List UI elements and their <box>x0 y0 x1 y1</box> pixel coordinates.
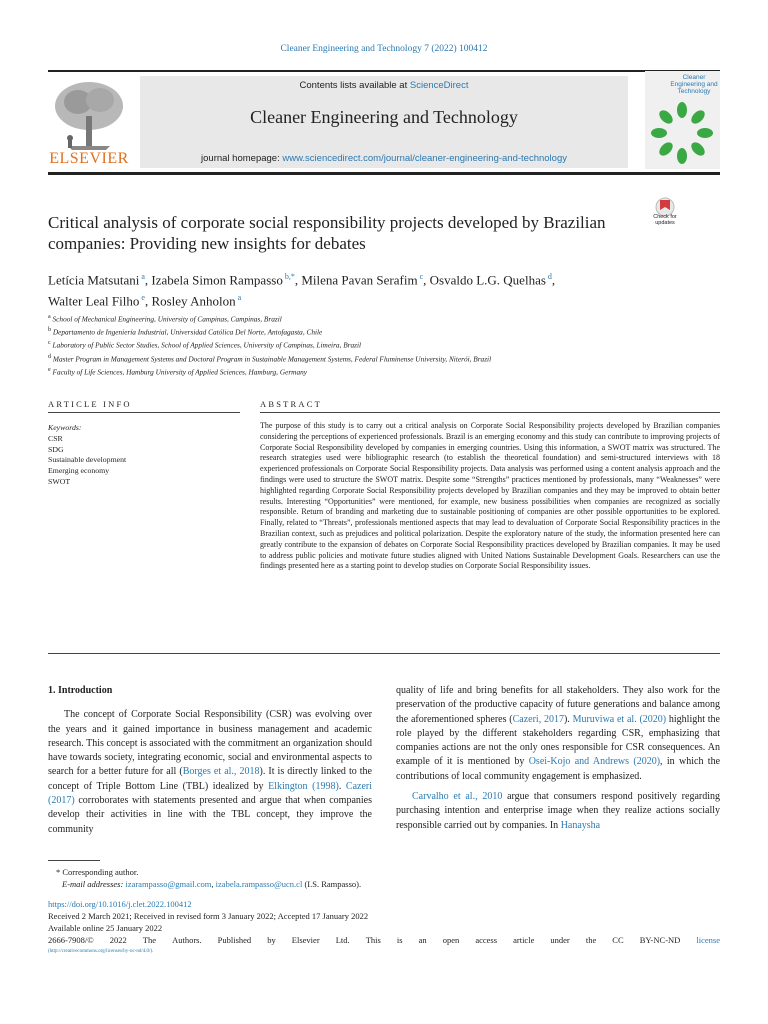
license-word: access <box>475 935 498 945</box>
text-run: highlight the role played by the different stakeholders regarding CSR, emphasizing that companies actions are not the only ones responsible for CSR consequences. An example of it is mentioned by <box>396 713 720 768</box>
license-word: Authors. <box>172 935 202 945</box>
body-column-right <box>396 684 720 833</box>
elsevier-wordmark: ELSEVIER <box>49 150 129 167</box>
text-run: The concept of Corporate Social Responsibility (CSR) was evolving over the years and it gained importance in business management and academic research. This concept is associated with the commitment an organization should have towards society, integrating economic, social and environmental aspects to search for a better future for all ( <box>48 709 372 778</box>
journal-reference[interactable]: Cleaner Engineering and Technology 7 (2022) 100412 <box>280 44 488 54</box>
license-word: article <box>513 935 535 945</box>
doi-link[interactable]: https://doi.org/10.1016/j.clet.2022.100412 <box>48 899 192 909</box>
affiliation-mark: b <box>48 327 52 334</box>
citation-link[interactable]: Muruviwa et al. (2020) <box>572 713 667 725</box>
homepage-prefix: journal homepage: <box>201 153 283 164</box>
license-word: open <box>442 935 460 945</box>
citation-link[interactable]: Cazeri (2017) <box>48 780 373 807</box>
author-name[interactable]: Letícia Matsutani <box>48 272 140 288</box>
license-word: The <box>142 935 156 945</box>
publication-info <box>48 898 720 958</box>
license-url-link[interactable]: (http://creativecommons.org/licenses/by-nc-nd/4.0/). <box>48 949 154 954</box>
text-run: . <box>338 780 346 792</box>
author-affiliation-mark[interactable]: a <box>235 293 242 303</box>
author-affiliation-mark[interactable]: c <box>417 272 424 281</box>
license-word: 2022 <box>109 935 127 945</box>
corresponding-author-note: * Corresponding author. <box>56 867 139 877</box>
license-word: CC <box>612 935 624 945</box>
body-column-left <box>48 684 372 837</box>
contents-line <box>140 80 628 91</box>
citation-link[interactable]: Carvalho et al., 2010 <box>412 791 503 803</box>
sciencedirect-link[interactable]: ScienceDirect <box>409 80 469 91</box>
keywords-list <box>48 434 238 488</box>
license-word: under <box>550 935 570 945</box>
footnote-rule <box>48 860 100 861</box>
affiliation-mark: e <box>48 366 51 373</box>
license-word: is <box>396 935 403 945</box>
footnotes <box>48 866 720 890</box>
article-info-rule <box>48 412 240 413</box>
license-word: 2666-7908/© <box>48 935 94 945</box>
paragraph <box>396 684 720 784</box>
affiliation-item <box>48 312 688 325</box>
license-word: by <box>267 935 276 945</box>
citation-link[interactable]: Cazeri, 2017 <box>512 713 564 725</box>
keywords-block <box>48 423 238 488</box>
received-dates: Received 2 March 2021; Received in revised form 3 January 2022; Accepted 17 January 2022 <box>48 911 369 921</box>
abstract-text: The purpose of this study is to carry out a critical analysis on Corporate Social Responsibility projects developed by Brazilian companies considering the perceptions of experienced professionals. Brazil is an emerging economy and this study can contribute to improving projects of Corporate Social Responsibility developed by companies in emerging countries. Using this information, a SWOT matrix was structured. The research strategies used were bibliographic research (to establish the theoretical foundation) and semi-structured interviews with 18 experienced professionals on Corporate Social Responsibility projects. Data analysis was performed using a content analysis approach and the findings were used to structure the SWOT matrix. Despite some “Strengths” practices mentioned by professionals, many “Weaknesses” were highlighted regarding Corporate Social Responsibility projects developed by Brazilian companies and they may be improved to obtain better results. Interesting “Opportunities” were mentioned, for example, new business possibilities when companies are recognized as socially responsible. Return of branding and marketing due to sustainable positioning of companies are other possible opportunities to be explored. Finally, related to “Threats”, professionals mentioned aspects that may lead to devaluation of Corporate Social Responsibility practices in the Brazilian context, such as prejudices and political polarization. Despite the exploratory nature of the study, the information presented here can greatly contribute to the expansion of debates on Corporate Social Responsibility practices developed by Brazilian companies. It may be used to address public policies and motivate future studies aligned with United Nations Sustainable Development Goals. Researchers can use the findings presented here as a starting point to develop studies on Corporate Social Responsibility issues. <box>260 421 720 571</box>
text-run: ). <box>563 713 573 725</box>
citation-link[interactable]: Hanaysha <box>560 819 601 831</box>
affiliation-mark: a <box>48 314 51 320</box>
section-heading-introduction: 1. Introduction <box>48 685 113 696</box>
email-label: E-mail addresses: <box>62 879 126 889</box>
affiliation-text: Master Program in Management Systems and Doctoral Program in Sustainable Management Systems, Federal Fluminense University, Niterói, Brazil <box>51 354 492 364</box>
homepage-line <box>140 153 628 164</box>
author-name[interactable]: Izabela Simon Rampasso <box>151 272 283 288</box>
affiliation-text: Departamento de Ingeniería Industrial, Universidad Católica Del Norte, Antofagasta, Chile <box>51 327 323 337</box>
citation-link[interactable]: Elkington (1998) <box>268 780 339 792</box>
journal-title: Cleaner Engineering and Technology <box>250 107 518 127</box>
header-thick-rule <box>48 172 720 175</box>
check-for-updates-label: Check for updates <box>653 214 677 226</box>
affiliation-mark: d <box>48 353 52 360</box>
citation-link[interactable]: Osei-Kojo and Andrews (2020) <box>528 756 661 768</box>
text-run: ). It is directly linked to the concept of Triple Bottom Line (TBL) idealized by <box>48 766 372 792</box>
affiliation-item <box>48 365 688 378</box>
email-link[interactable]: izarampasso@gmail.com <box>125 879 212 889</box>
keyword-item: SDG <box>48 444 64 454</box>
author-affiliation-mark[interactable]: e <box>139 293 145 303</box>
email-link[interactable]: izabela.rampasso@ucn.cl <box>215 879 303 889</box>
license-word: This <box>365 935 381 945</box>
license-word: an <box>418 935 427 945</box>
author-name[interactable]: Rosley Anholon <box>151 293 236 309</box>
license-word: Published <box>217 935 252 945</box>
text-run: quality of life and bring benefits for all stakeholders. They also work for the preservation of the productive capacity of future generations and balance among the aforementioned spheres ( <box>396 685 720 725</box>
text-run: (I.S. Rampasso). <box>302 879 362 889</box>
keyword-item: Emerging economy <box>48 466 110 476</box>
affiliation-item <box>48 352 688 365</box>
article-info-heading: ARTICLE INFO <box>48 399 132 409</box>
keywords-label: Keywords: <box>48 423 82 432</box>
abstract-heading: ABSTRACT <box>260 399 322 409</box>
license-word[interactable]: license <box>696 935 720 945</box>
author-affiliation-mark[interactable]: d <box>545 272 552 281</box>
cover-pinwheel-icon <box>649 100 715 166</box>
affiliations <box>48 312 688 378</box>
text-run: corroborates with statements presented and argue that when companies develop their activities in line with the TBL concept, they improve the community <box>48 795 372 835</box>
affiliation-text: School of Mechanical Engineering, University of Campinas, Campinas, Brazil <box>50 314 282 324</box>
author-name[interactable]: Osvaldo L.G. Quelhas <box>429 272 546 288</box>
body-rule <box>48 653 720 654</box>
article-title: Critical analysis of corporate social responsibility projects developed by Brazilian companies: Providing new insights for debates <box>48 213 606 253</box>
keyword-item: SWOT <box>48 476 71 486</box>
contents-prefix: Contents lists available at <box>299 80 410 91</box>
header-rule <box>48 70 720 72</box>
author-list: Letícia Matsutani $^a$, Izabela Simon Rampasso $^{b,*}$, Milena Pavan Serafim $^c$, Osvaldo L.G. Quelhas $^d$, Walter Leal Filho $^e$, Rosley Anholon $^a$ <box>48 272 556 309</box>
citation-link[interactable]: Borges et al., 2018 <box>182 766 260 778</box>
license-word: the <box>585 935 597 945</box>
keyword-item: Sustainable development <box>48 455 127 465</box>
homepage-link[interactable]: www.sciencedirect.com/journal/cleaner-engineering-and-technology <box>282 153 567 164</box>
email-line <box>48 878 720 890</box>
author-name[interactable]: Milena Pavan Serafim <box>301 272 418 288</box>
text-run: argue that consumers respond positively regarding purchasing intention and enterprise image when they realize actions socially responsible carried out by companies. In <box>396 791 720 831</box>
author-affiliation-mark[interactable]: b,* <box>282 272 295 281</box>
license-line <box>48 934 720 946</box>
affiliation-item <box>48 325 688 338</box>
paragraph <box>48 708 372 837</box>
text-run: , <box>211 879 216 889</box>
affiliation-mark: c <box>48 340 51 347</box>
text-run: , in which the contributions of local community engagement is emphasized. <box>396 756 721 782</box>
keyword-item: CSR <box>48 433 63 443</box>
paragraph <box>396 790 720 833</box>
affiliation-item <box>48 338 688 351</box>
author-name[interactable]: Walter Leal Filho <box>48 293 140 309</box>
cover-title: Cleaner Engineering and Technology <box>670 74 718 95</box>
license-word: BY-NC-ND <box>639 935 681 945</box>
affiliation-text: Faculty of Life Sciences, Hamburg University of Applied Sciences, Hamburg, Germany <box>50 367 307 377</box>
author-affiliation-mark[interactable]: a <box>139 272 145 281</box>
affiliation-text: Laboratory of Public Sector Studies, School of Applied Sciences, University of Campinas, Limeira, Brazil <box>50 340 362 350</box>
license-word: Elsevier <box>291 935 320 945</box>
license-word: Ltd. <box>335 935 350 945</box>
available-online: Available online 25 January 2022 <box>48 923 163 933</box>
abstract-rule <box>260 412 720 413</box>
